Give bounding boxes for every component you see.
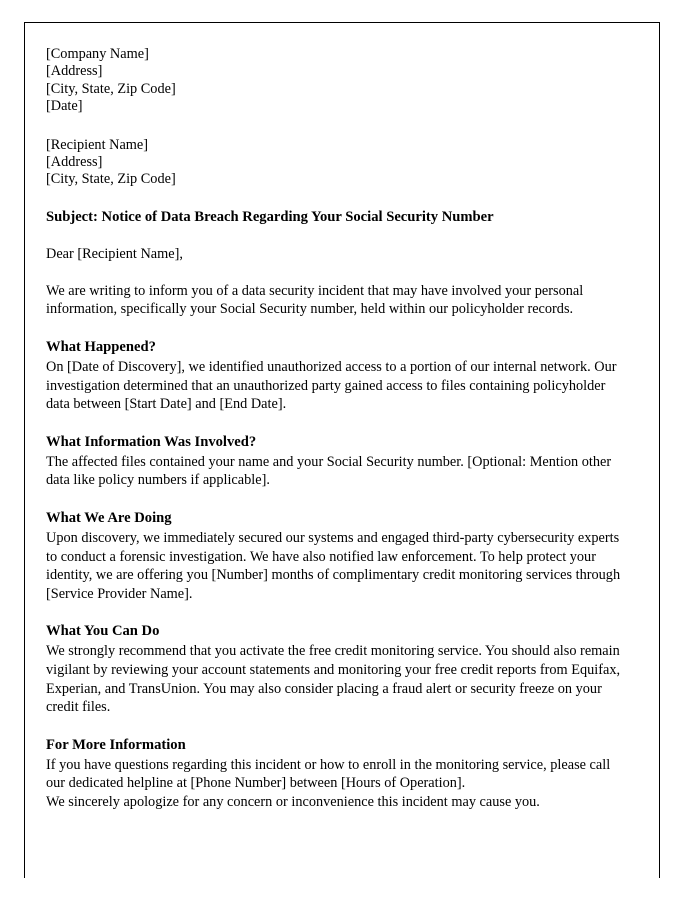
closing-paragraph: We sincerely apologize for any concern or inconvenience this incident may cause you.: [46, 793, 540, 810]
section-what-you-can-do: [46, 622, 632, 716]
section-what-we-are-doing: [46, 509, 632, 603]
section-body: On [Date of Discovery], we identified unauthorized access to a portion of our internal network. Our investigation determined that an unauthorized party gained access to files containing policyholder data between [Start Date] and [End Date].: [46, 359, 617, 413]
subject-gap: [46, 189, 632, 208]
recipient-address-line: [City, State, Zip Code]: [46, 171, 176, 188]
section-heading: What Happened?: [46, 339, 156, 356]
sender-address-line: [Date]: [46, 98, 83, 115]
section-heading: For More Information: [46, 736, 186, 753]
letter-body: [46, 46, 632, 812]
intro-gap: [46, 263, 632, 282]
salutation: Dear [Recipient Name],: [46, 245, 183, 262]
section-body: The affected files contained your name and your Social Security number. [Optional: Mention other data like policy numbers if applicable].: [46, 453, 612, 489]
intro-paragraph: We are writing to inform you of a data security incident that may have involved your personal information, specifically your Social Security number, held within our policyholder records.: [46, 282, 584, 318]
recipient-address-block: [46, 137, 632, 189]
sender-address-line: [City, State, Zip Code]: [46, 80, 176, 97]
salutation-gap: [46, 226, 632, 245]
section-what-information-was-involved: [46, 433, 632, 490]
section-heading: What We Are Doing: [46, 510, 172, 526]
section-body: We strongly recommend that you activate the free credit monitoring service. You should also remain vigilant by reviewing your account statements and monitoring your free credit reports from Equifax, Experian, and TransUnion. You may also consider placing a fraud alert or security freeze on your credit files.: [46, 643, 621, 716]
sender-address-line: [Address]: [46, 63, 103, 80]
address-gap: [46, 116, 632, 137]
section-for-more-information: [46, 736, 632, 793]
section-body: If you have questions regarding this incident or how to enroll in the monitoring service, please call our dedicated helpline at [Phone Number] between [Hours of Operation].: [46, 756, 611, 792]
subject-line: Subject: Notice of Data Breach Regarding Your Social Security Number: [46, 208, 494, 225]
recipient-address-line: [Address]: [46, 154, 103, 171]
sender-address-block: [46, 46, 632, 116]
section-heading: What Information Was Involved?: [46, 433, 257, 450]
sender-address-line: [Company Name]: [46, 46, 149, 62]
section-what-happened: [46, 338, 632, 414]
section-body: Upon discovery, we immediately secured our systems and engaged third-party cybersecurity experts to conduct a forensic investigation. We have also notified law enforcement. To help protect your identity, we are offering you [Number] months of complimentary credit monitoring services through [Service Provider Name].: [46, 530, 621, 602]
section-heading: What You Can Do: [46, 623, 160, 640]
recipient-address-line: [Recipient Name]: [46, 136, 149, 153]
